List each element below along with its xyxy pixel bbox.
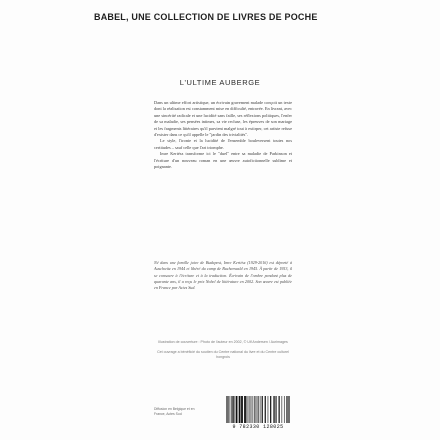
barcode-bar [279,396,280,423]
barcode-bar [257,396,258,423]
barcode-bar [262,396,263,423]
barcode-bar [270,396,271,423]
barcode-bar [288,396,289,423]
isbn-barcode [224,396,292,430]
barcode-bar [282,396,283,423]
blurb-paragraph: Dans un ultime effort artistique, un écrivain gravement malade conçoit un texte dont la réalisation est constamment mise en difficulté, entravée. En livrant, avec une sincérité radicale et une lucidité sans faille, ses réflexions politiques, l'enfer de sa maladie, ses pensées intimes, sa vie recluse, les épreuves de son mariage et les fragments littéraires qu'il parvient malgré tout à extirper, cet artiste refuse d'exister dans ce qu'il appelle le "jardin des trivialités". [154,100,292,138]
barcode-bar [241,396,243,423]
barcode-bar [286,396,287,423]
blurb [154,100,292,170]
barcode-bar [231,396,232,423]
barcode-bar [226,396,227,423]
barcode-bar [239,396,241,423]
barcode-bar [230,396,231,423]
barcode-bar [250,396,251,423]
bottom-row [154,396,292,430]
barcode-bar [274,396,275,423]
barcode-bar [265,396,266,423]
barcode-bar [228,396,229,423]
barcode-bar [247,396,248,423]
barcode-bar [236,396,238,423]
barcode-bar [289,396,290,423]
credits [154,340,292,365]
barcode-bar [254,396,255,423]
barcode-bar [227,396,228,423]
barcode-bar [276,396,277,423]
barcode-bar [284,396,285,423]
credit-line: Illustration de couverture : Photo de l'auteur en 2002, © Ulf Andersen / Aurimages [158,340,288,344]
barcode-bar [273,396,274,423]
publisher-info: Diffusion en Belgique et en France, Actes Sud [154,407,195,416]
barcode-bar [248,396,249,423]
barcode-bar [258,396,259,423]
credit-line: Cet ouvrage a bénéficié du soutien du Centre national du livre et du Centre culturel hongrois [157,349,289,360]
barcode-bar [260,396,261,423]
book-title: L'ULTIME AUBERGE [179,78,261,87]
barcode-bar [244,396,246,423]
blurb-paragraph: Imre Kertész transforme ici le "duel" entre sa maladie de Parkinson et l'écriture d'un nouveau roman en une œuvre autofictionnelle sublime et poignante. [154,151,292,170]
blurb-paragraph: Le style, l'ironie et la lucidité de l'ensemble bouleversent toutes nos certitudes – sauf celle que l'art triomphe. [154,138,292,150]
isbn-number: 9 782330 128025 [232,424,284,430]
author-bio: Né dans une famille juive de Budapest, Imre Kertész (1929-2016) est déporté à Auschwitz en 1944 et libéré du camp de Buchenwald en 1945. À partir de 1953, il se consacre à l'écriture et à la traduction. Écrivain de l'ombre pendant plus de quarante ans, il a reçu le prix Nobel de littérature en 2002. Son œuvre est publiée en France par Actes Sud. [154,260,292,291]
barcode-icon [224,396,292,423]
barcode-bar [268,396,269,423]
barcode-bar [253,396,254,423]
collection-header: BABEL, UNE COLLECTION DE LIVRES DE POCHE [94,12,318,22]
barcode-bar [251,396,252,423]
barcode-bar [256,396,257,423]
barcode-bar [233,396,234,423]
